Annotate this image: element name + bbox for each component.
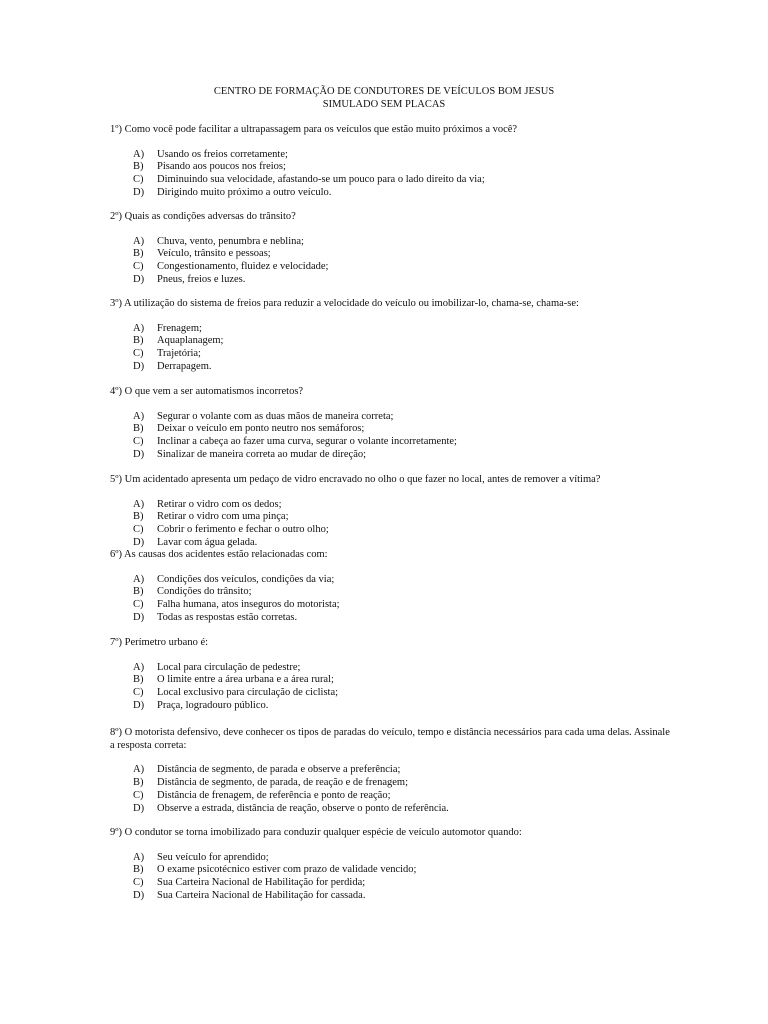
option-letter: A) bbox=[133, 322, 145, 334]
option-text: Local para circulação de pedestre; bbox=[157, 661, 301, 673]
option-letter: D) bbox=[133, 186, 145, 198]
option-text: Chuva, vento, penumbra e neblina; bbox=[157, 235, 304, 247]
option-letter: A) bbox=[133, 764, 145, 776]
options-list bbox=[110, 149, 670, 200]
question-text: 5º) Um acidentado apresenta um pedaço de vidro encravado no olho o que fazer no local, antes de remover a vítima? bbox=[110, 474, 601, 485]
option-b bbox=[133, 777, 670, 790]
question-text: 9º) O condutor se torna imobilizado para conduzir qualquer espécie de veículo automotor quando: bbox=[110, 827, 522, 838]
option-c bbox=[133, 687, 670, 700]
option-text: Condições do trânsito; bbox=[157, 586, 252, 598]
question-8 bbox=[110, 727, 670, 815]
option-b bbox=[133, 864, 670, 877]
question-2 bbox=[110, 211, 670, 287]
option-letter: A) bbox=[133, 235, 145, 247]
option-text: Distância de frenagem, de referência e ponto de reação; bbox=[157, 789, 391, 801]
question-5 bbox=[110, 474, 670, 550]
option-letter: B) bbox=[133, 161, 144, 173]
option-letter: C) bbox=[133, 877, 144, 889]
question-6 bbox=[110, 549, 670, 625]
options-list bbox=[110, 499, 670, 550]
option-letter: D) bbox=[133, 889, 145, 901]
option-text: Cobrir o ferimento e fechar o outro olho; bbox=[157, 524, 329, 536]
option-letter: B) bbox=[133, 586, 144, 598]
option-text: Retirar o vidro com uma pinça; bbox=[157, 511, 289, 523]
option-letter: D) bbox=[133, 273, 145, 285]
option-text: Seu veículo for aprendido; bbox=[157, 851, 269, 863]
question-4 bbox=[110, 386, 670, 462]
option-text: Sinalizar de maneira correta ao mudar de direção; bbox=[157, 448, 367, 460]
option-letter: C) bbox=[133, 599, 144, 611]
option-c bbox=[133, 599, 670, 612]
option-text: Veículo, trânsito e pessoas; bbox=[157, 248, 271, 260]
option-letter: D) bbox=[133, 802, 145, 814]
option-letter: B) bbox=[133, 423, 144, 435]
option-text: Diminuindo sua velocidade, afastando-se um pouco para o lado direito da via; bbox=[157, 174, 485, 186]
question-1 bbox=[110, 124, 670, 200]
question-9 bbox=[110, 827, 670, 903]
option-d bbox=[133, 803, 670, 816]
exam-title: SIMULADO SEM PLACAS bbox=[322, 98, 446, 110]
option-text: Lavar com água gelada. bbox=[157, 536, 258, 548]
option-text: Segurar o volante com as duas mãos de maneira correta; bbox=[157, 410, 394, 422]
question-7 bbox=[110, 637, 670, 713]
option-c bbox=[133, 877, 670, 890]
option-text: Retirar o vidro com os dedos; bbox=[157, 498, 282, 510]
option-text: Distância de segmento, de parada e observe a preferência; bbox=[157, 764, 401, 776]
option-text: Todas as respostas estão corretas. bbox=[157, 611, 298, 623]
option-letter: B) bbox=[133, 864, 144, 876]
option-c bbox=[133, 790, 670, 803]
option-text: Local exclusivo para circulação de ciclista; bbox=[157, 687, 339, 699]
options-list bbox=[110, 323, 670, 374]
option-text: Sua Carteira Nacional de Habilitação for cassada. bbox=[157, 889, 366, 901]
question-text: 3º) A utilização do sistema de freios para reduzir a velocidade do veículo ou imobilizar-lo, chama-se, chama-se: bbox=[110, 298, 579, 309]
option-text: Observe a estrada, distância de reação, observe o ponto de referência. bbox=[157, 802, 449, 814]
option-b bbox=[133, 161, 670, 174]
option-letter: D) bbox=[133, 448, 145, 460]
option-letter: C) bbox=[133, 789, 144, 801]
option-b bbox=[133, 335, 670, 348]
options-list bbox=[110, 662, 670, 713]
option-c bbox=[133, 524, 670, 537]
option-letter: C) bbox=[133, 348, 144, 360]
option-b bbox=[133, 511, 670, 524]
option-text: Dirigindo muito próximo a outro veículo. bbox=[157, 186, 332, 198]
question-text: 6º) As causas dos acidentes estão relacionadas com: bbox=[110, 549, 328, 560]
option-a bbox=[133, 852, 670, 865]
option-letter: A) bbox=[133, 661, 145, 673]
option-a bbox=[133, 323, 670, 336]
option-letter: D) bbox=[133, 360, 145, 372]
option-letter: C) bbox=[133, 687, 144, 699]
option-letter: B) bbox=[133, 776, 144, 788]
option-text: Usando os freios corretamente; bbox=[157, 148, 288, 160]
option-letter: C) bbox=[133, 174, 144, 186]
option-b bbox=[133, 674, 670, 687]
options-list bbox=[110, 574, 670, 625]
option-a bbox=[133, 149, 670, 162]
option-c bbox=[133, 436, 670, 449]
option-a bbox=[133, 662, 670, 675]
option-a bbox=[133, 411, 670, 424]
option-text: Deixar o veículo em ponto neutro nos semáforos; bbox=[157, 423, 365, 435]
option-d bbox=[133, 274, 670, 287]
option-letter: C) bbox=[133, 436, 144, 448]
option-text: Derrapagem. bbox=[157, 360, 212, 372]
option-a bbox=[133, 574, 670, 587]
option-letter: B) bbox=[133, 248, 144, 260]
options-list bbox=[110, 236, 670, 287]
option-text: Sua Carteira Nacional de Habilitação for perdida; bbox=[157, 877, 366, 889]
question-3 bbox=[110, 298, 670, 374]
option-letter: B) bbox=[133, 511, 144, 523]
option-d bbox=[133, 187, 670, 200]
options-list bbox=[110, 764, 670, 815]
option-letter: B) bbox=[133, 335, 144, 347]
option-text: Aquaplanagem; bbox=[157, 335, 224, 347]
option-b bbox=[133, 423, 670, 436]
option-text: Inclinar a cabeça ao fazer uma curva, segurar o volante incorretamente; bbox=[157, 436, 457, 448]
option-letter: D) bbox=[133, 536, 145, 548]
option-text: Distância de segmento, de parada, de reação e de frenagem; bbox=[157, 776, 408, 788]
options-list bbox=[110, 852, 670, 903]
option-d bbox=[133, 612, 670, 625]
option-d bbox=[133, 537, 670, 550]
option-text: Frenagem; bbox=[157, 322, 202, 334]
question-text: 1º) Como você pode facilitar a ultrapassagem para os veículos que estão muito próximos a você? bbox=[110, 124, 518, 135]
option-a bbox=[133, 499, 670, 512]
school-title: CENTRO DE FORMAÇÃO DE CONDUTORES DE VEÍCULOS BOM JESUS bbox=[213, 86, 555, 97]
option-letter: C) bbox=[133, 261, 144, 273]
option-a bbox=[133, 764, 670, 777]
option-b bbox=[133, 586, 670, 599]
option-letter: D) bbox=[133, 699, 145, 711]
option-text: Condições dos veículos, condições da via; bbox=[157, 573, 335, 585]
option-text: O limite entre a área urbana e a área rural; bbox=[157, 674, 334, 686]
option-d bbox=[133, 449, 670, 462]
option-d bbox=[133, 890, 670, 903]
option-d bbox=[133, 361, 670, 374]
option-letter: A) bbox=[133, 498, 145, 510]
option-c bbox=[133, 348, 670, 361]
option-letter: A) bbox=[133, 573, 145, 585]
option-text: Falha humana, atos inseguros do motorista; bbox=[157, 599, 340, 611]
option-a bbox=[133, 236, 670, 249]
question-text: 4º) O que vem a ser automatismos incorretos? bbox=[110, 386, 304, 397]
option-c bbox=[133, 174, 670, 187]
options-list bbox=[110, 411, 670, 462]
option-text: Praça, logradouro público. bbox=[157, 699, 269, 711]
option-letter: C) bbox=[133, 524, 144, 536]
document-header bbox=[0, 86, 768, 111]
option-letter: A) bbox=[133, 851, 145, 863]
option-letter: A) bbox=[133, 148, 145, 160]
option-text: Trajetória; bbox=[157, 348, 201, 360]
option-letter: D) bbox=[133, 611, 145, 623]
question-text: 8º) O motorista defensivo, deve conhecer os tipos de paradas do veículo, tempo e distância necessários para cada uma delas. Assinale a resposta correta: bbox=[110, 727, 670, 751]
question-text: 2º) Quais as condições adversas do trânsito? bbox=[110, 211, 296, 222]
option-c bbox=[133, 261, 670, 274]
option-letter: A) bbox=[133, 410, 145, 422]
option-text: Congestionamento, fluidez e velocidade; bbox=[157, 261, 329, 273]
option-text: O exame psicotécnico estiver com prazo de validade vencido; bbox=[157, 864, 417, 876]
option-b bbox=[133, 248, 670, 261]
option-letter: B) bbox=[133, 674, 144, 686]
question-text: 7º) Perímetro urbano é: bbox=[110, 637, 209, 648]
option-text: Pneus, freios e luzes. bbox=[157, 273, 246, 285]
option-d bbox=[133, 700, 670, 713]
option-text: Pisando aos poucos nos freios; bbox=[157, 161, 286, 173]
